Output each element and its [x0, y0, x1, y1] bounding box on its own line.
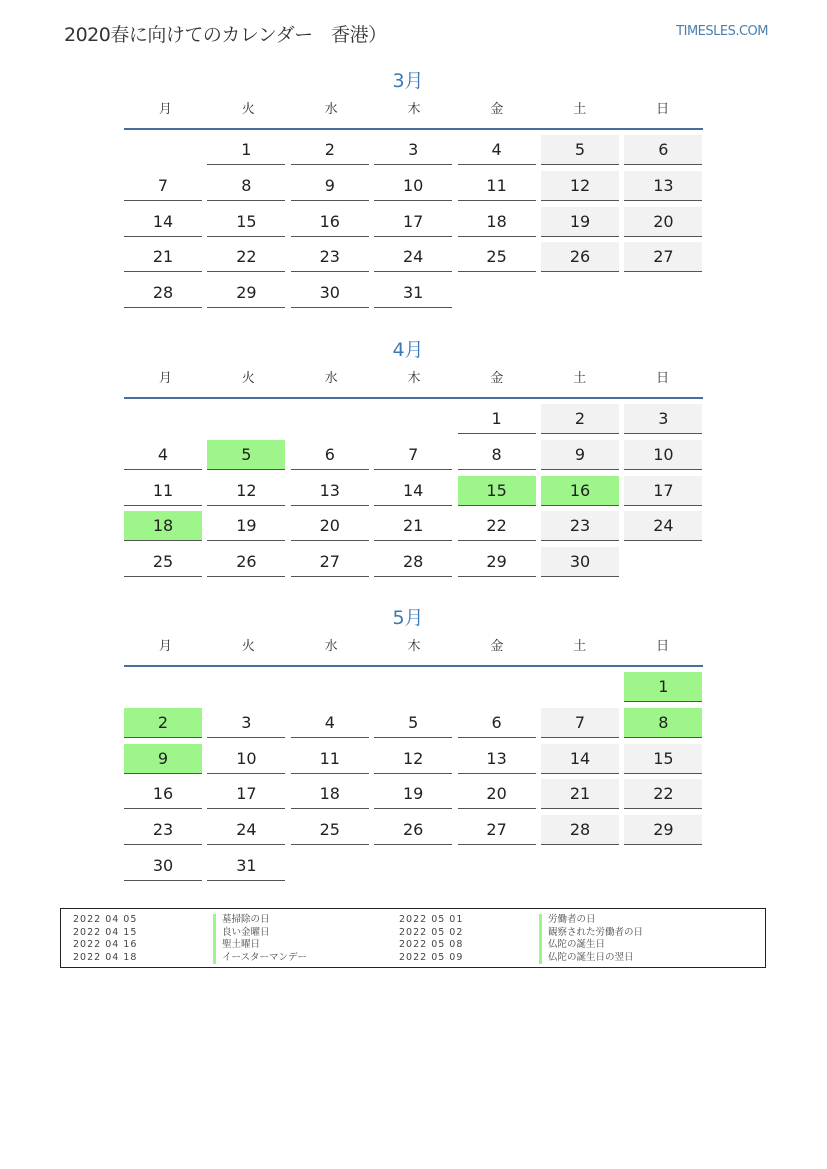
day-cell[interactable]: 25 [291, 815, 369, 845]
day-cell[interactable]: 4 [124, 440, 202, 470]
day-cell[interactable]: 5 [541, 135, 619, 165]
day-cell[interactable]: 5 [207, 440, 285, 470]
day-cell[interactable]: 19 [374, 779, 452, 809]
legend-date: 2022 05 02 [399, 926, 464, 938]
legend-column-right [399, 914, 643, 964]
day-cell[interactable]: 26 [541, 242, 619, 272]
day-cell[interactable]: 7 [541, 708, 619, 738]
legend-item [73, 939, 307, 952]
page-title: 2020春に向けてのカレンダー 香港） [64, 24, 387, 46]
day-cell[interactable]: 18 [124, 511, 202, 541]
weekday-label: 木 [407, 371, 421, 386]
day-cell[interactable]: 2 [541, 404, 619, 434]
day-cell[interactable]: 22 [458, 511, 536, 541]
weekday-label: 水 [324, 102, 338, 117]
day-cell[interactable]: 16 [541, 476, 619, 506]
day-cell[interactable]: 2 [291, 135, 369, 165]
day-cell[interactable]: 28 [541, 815, 619, 845]
day-cell[interactable]: 11 [458, 171, 536, 201]
day-cell[interactable]: 24 [624, 511, 702, 541]
day-cell[interactable]: 1 [207, 135, 285, 165]
month-title: 4月 [392, 339, 424, 361]
legend-item [73, 952, 307, 965]
day-cell[interactable]: 15 [207, 207, 285, 237]
day-cell[interactable]: 20 [291, 511, 369, 541]
day-cell[interactable]: 7 [124, 171, 202, 201]
month-title: 3月 [392, 70, 424, 92]
day-cell[interactable]: 13 [291, 476, 369, 506]
legend-item [399, 914, 643, 927]
day-cell[interactable]: 3 [374, 135, 452, 165]
day-cell[interactable]: 24 [207, 815, 285, 845]
month-title: 5月 [392, 607, 424, 629]
day-cell[interactable]: 18 [458, 207, 536, 237]
weekday-header [124, 635, 704, 655]
day-cell[interactable]: 17 [207, 779, 285, 809]
day-cell[interactable]: 24 [374, 242, 452, 272]
legend-item [399, 927, 643, 940]
legend-holiday-name: 仏陀の誕生日の翌日 [539, 952, 634, 965]
day-cell[interactable]: 28 [124, 278, 202, 308]
weekday-label: 木 [407, 639, 421, 654]
day-cell[interactable]: 14 [374, 476, 452, 506]
day-cell[interactable]: 10 [374, 171, 452, 201]
day-cell[interactable]: 2 [124, 708, 202, 738]
weekday-header [124, 98, 704, 118]
weekday-label: 月 [158, 371, 172, 386]
day-cell[interactable]: 19 [207, 511, 285, 541]
day-cell[interactable]: 8 [458, 440, 536, 470]
weekday-label: 月 [158, 639, 172, 654]
day-cell[interactable]: 30 [541, 547, 619, 577]
legend-holiday-name: 労働者の日 [539, 914, 596, 927]
holiday-legend [60, 908, 766, 968]
day-cell[interactable]: 3 [207, 708, 285, 738]
day-cell[interactable]: 23 [291, 242, 369, 272]
legend-holiday-name: 観察された労働者の日 [539, 927, 643, 940]
day-cell[interactable]: 13 [458, 744, 536, 774]
legend-holiday-name: イースターマンデー [213, 952, 307, 965]
day-cell[interactable]: 14 [124, 207, 202, 237]
day-cell[interactable]: 14 [541, 744, 619, 774]
legend-item [73, 914, 307, 927]
weekday-label: 月 [158, 102, 172, 117]
weekday-label: 水 [324, 639, 338, 654]
weekday-header [124, 367, 704, 387]
day-cell[interactable]: 15 [458, 476, 536, 506]
month-calendar [124, 605, 704, 887]
day-cell[interactable]: 9 [541, 440, 619, 470]
day-cell[interactable]: 25 [124, 547, 202, 577]
day-cell[interactable]: 27 [291, 547, 369, 577]
day-grid [124, 404, 704, 583]
day-cell[interactable]: 12 [207, 476, 285, 506]
weekday-label: 火 [241, 102, 255, 117]
legend-holiday-name: 仏陀の誕生日 [539, 939, 605, 952]
weekday-label: 日 [656, 371, 670, 386]
day-cell[interactable]: 11 [124, 476, 202, 506]
day-cell[interactable]: 26 [207, 547, 285, 577]
day-grid [124, 672, 704, 887]
day-cell[interactable]: 9 [291, 171, 369, 201]
weekday-label: 火 [241, 371, 255, 386]
month-calendar [124, 337, 704, 583]
legend-column-left [73, 914, 307, 964]
day-grid [124, 135, 704, 314]
day-cell[interactable]: 23 [541, 511, 619, 541]
site-name[interactable]: TIMESLES.COM [676, 24, 768, 39]
day-cell[interactable]: 22 [624, 779, 702, 809]
day-cell[interactable]: 22 [207, 242, 285, 272]
legend-holiday-name: 聖土曜日 [213, 939, 260, 952]
day-cell[interactable]: 6 [458, 708, 536, 738]
day-cell[interactable]: 1 [458, 404, 536, 434]
weekday-label: 火 [241, 639, 255, 654]
day-cell[interactable]: 4 [458, 135, 536, 165]
legend-holiday-name: 良い金曜日 [213, 927, 270, 940]
day-cell[interactable]: 12 [374, 744, 452, 774]
day-cell[interactable]: 27 [458, 815, 536, 845]
day-cell[interactable]: 30 [291, 278, 369, 308]
legend-date: 2022 05 09 [399, 951, 464, 963]
weekday-label: 金 [490, 639, 504, 654]
day-cell[interactable]: 28 [374, 547, 452, 577]
header-rule [124, 128, 703, 130]
legend-date: 2022 04 16 [73, 939, 138, 950]
day-cell[interactable]: 4 [291, 708, 369, 738]
weekday-label: 日 [656, 102, 670, 117]
day-cell[interactable]: 18 [291, 779, 369, 809]
weekday-label: 水 [324, 371, 338, 386]
day-cell[interactable]: 27 [624, 242, 702, 272]
day-cell[interactable]: 17 [624, 476, 702, 506]
day-cell[interactable]: 31 [374, 278, 452, 308]
legend-date: 2022 05 08 [399, 939, 464, 950]
day-cell[interactable]: 21 [374, 511, 452, 541]
day-cell[interactable]: 20 [458, 779, 536, 809]
day-cell[interactable]: 11 [291, 744, 369, 774]
legend-item [399, 939, 643, 952]
day-cell[interactable]: 15 [624, 744, 702, 774]
legend-item [73, 927, 307, 940]
day-cell[interactable]: 9 [124, 744, 202, 774]
day-cell[interactable]: 1 [624, 672, 702, 702]
day-cell[interactable]: 6 [291, 440, 369, 470]
day-cell[interactable]: 3 [624, 404, 702, 434]
day-cell[interactable]: 29 [624, 815, 702, 845]
weekday-label: 金 [490, 102, 504, 117]
day-cell[interactable]: 21 [124, 242, 202, 272]
legend-date: 2022 05 01 [399, 914, 464, 925]
day-cell[interactable]: 8 [624, 708, 702, 738]
header-rule [124, 665, 703, 667]
day-cell[interactable]: 12 [541, 171, 619, 201]
day-cell[interactable]: 5 [374, 708, 452, 738]
legend-date: 2022 04 18 [73, 951, 138, 963]
day-cell[interactable]: 23 [124, 815, 202, 845]
day-cell[interactable]: 30 [124, 851, 202, 881]
legend-date: 2022 04 15 [73, 926, 138, 938]
month-calendar [124, 68, 704, 314]
day-cell[interactable]: 29 [458, 547, 536, 577]
weekday-label: 金 [490, 371, 504, 386]
day-cell[interactable]: 17 [374, 207, 452, 237]
weekday-label: 土 [573, 102, 587, 117]
day-cell[interactable]: 29 [207, 278, 285, 308]
day-cell[interactable]: 19 [541, 207, 619, 237]
day-cell[interactable]: 13 [624, 171, 702, 201]
day-cell[interactable]: 25 [458, 242, 536, 272]
day-cell[interactable]: 8 [207, 171, 285, 201]
weekday-label: 土 [573, 639, 587, 654]
day-cell[interactable]: 7 [374, 440, 452, 470]
legend-holiday-name: 墓掃除の日 [213, 914, 270, 927]
weekday-label: 土 [573, 371, 587, 386]
day-cell[interactable]: 26 [374, 815, 452, 845]
header-rule [124, 397, 703, 399]
weekday-label: 日 [656, 639, 670, 654]
day-cell[interactable]: 31 [207, 851, 285, 881]
legend-item [399, 952, 643, 965]
weekday-label: 木 [407, 102, 421, 117]
day-cell[interactable]: 16 [291, 207, 369, 237]
day-cell[interactable]: 20 [624, 207, 702, 237]
day-cell[interactable]: 10 [624, 440, 702, 470]
day-cell[interactable]: 10 [207, 744, 285, 774]
day-cell[interactable]: 21 [541, 779, 619, 809]
legend-date: 2022 04 05 [73, 914, 138, 925]
day-cell[interactable]: 16 [124, 779, 202, 809]
day-cell[interactable]: 6 [624, 135, 702, 165]
